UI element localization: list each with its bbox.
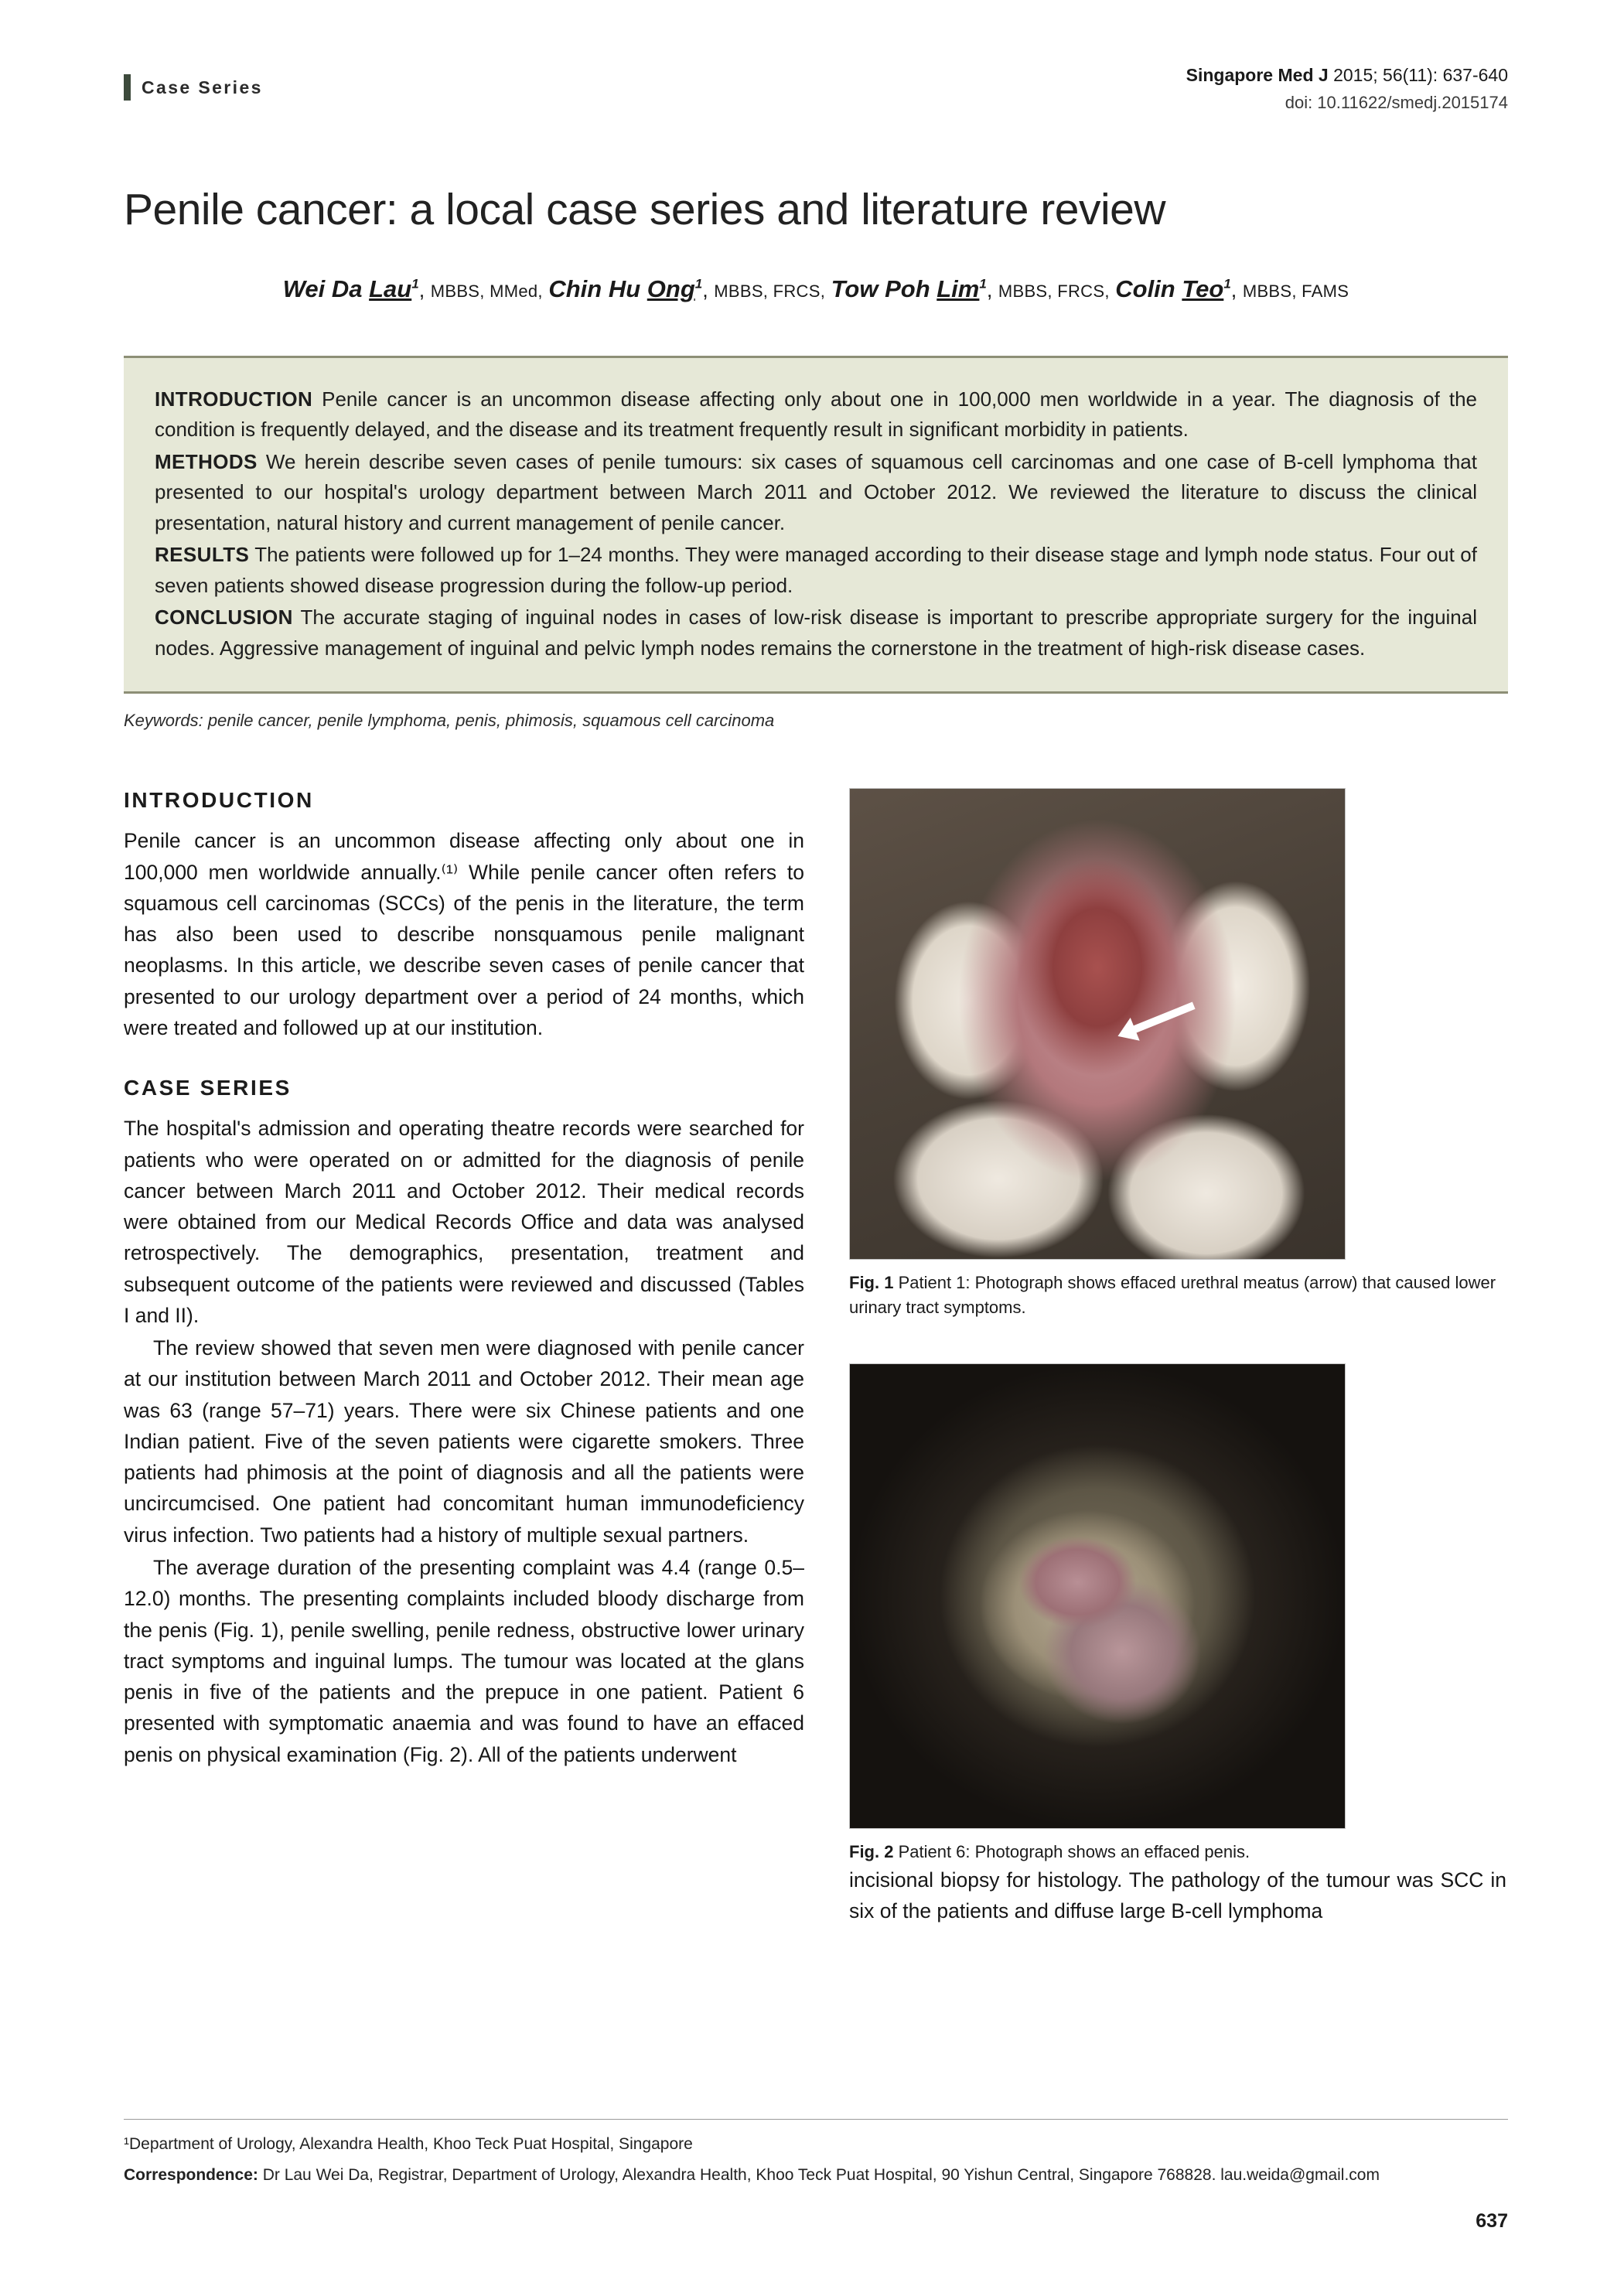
correspondence-text: Dr Lau Wei Da, Registrar, Department of Urology, Alexandra Health, Khoo Teck Puat Hospital, 90 Yishun Central, Singapore 768828. lau.weida@gmail.com (258, 2165, 1380, 2184)
keywords-line: Keywords: penile cancer, penile lymphoma, penis, phimosis, squamous cell carcinoma (124, 711, 775, 731)
heading-case-series: CASE SERIES (124, 1076, 292, 1100)
affiliation-text: ¹Department of Urology, Alexandra Health, Khoo Teck Puat Hospital, Singapore (124, 2135, 693, 2153)
section-tag-bar-icon (124, 74, 131, 101)
correspondence-block (124, 2163, 1508, 2188)
figure-1-caption-text: Patient 1: Photograph shows effaced urethral meatus (arrow) that caused lower urinary tract symptoms. (849, 1273, 1496, 1318)
correspondence-label: Correspondence: (124, 2165, 258, 2184)
abstract-methods-text: We herein describe seven cases of penile tumours: six cases of squamous cell carcinomas and one case of B-cell lymphoma that presented to our hospital's urology department between March 2011 and October 2012. We reviewed the literature to discuss the clinical presentation, natural history and current management of penile cancer. (155, 449, 1477, 534)
author-surname: Ong (647, 275, 695, 303)
figure-2-caption-text: Patient 6: Photograph shows an effaced penis. (893, 1842, 1250, 1862)
paragraph-case-3: The average duration of the presenting complaint was 4.4 (range 0.5–12.0) months. The presenting complaints included bloody discharge from the penis (Fig. 1), penile swelling, penile redness, obstructive lower urinary tract symptoms and inguinal lumps. The tumour was located at the glans penis in five of the patients and the prepuce in one patient. Patient 6 presented with symptomatic anaemia and was found to have an effaced penis on physical examination (Fig. 2). All of the patients underwent (124, 1555, 804, 1766)
author-list (124, 271, 1508, 308)
abstract-introduction-text: Penile cancer is an uncommon disease affecting only about one in 100,000 men worldwide in a year. The diagnosis of the condition is frequently delayed, and the disease and its treatment frequently result in significant morbidity in patients. (155, 387, 1477, 442)
heading-introduction: INTRODUCTION (124, 788, 314, 813)
figure-2-caption (849, 1840, 1506, 1864)
abstract-box (124, 356, 1508, 694)
author-entry: Chin Hu Ong$^1$, MBBS, FRCS, (548, 275, 826, 303)
abstract-introduction-label: INTRODUCTION (155, 387, 313, 411)
author-affiliation-marker: 1 (1223, 276, 1231, 292)
abstract-conclusion-label: CONCLUSION (155, 606, 293, 629)
penile-lesion-photo-2 (849, 1363, 1346, 1829)
paragraph-introduction: Penile cancer is an uncommon disease affecting only about one in 100,000 men worldwide annually.⁽¹⁾ While penile cancer often refers to squamous cell carcinomas (SCCs) of the penis in the literature, the term has also been used to describe nonsquamous penile malignant neoplasms. In this article, we describe seven cases of penile cancer that presented to our urology department over a period of 24 months, which were treated and followed up at our institution. (124, 829, 804, 1039)
journal-volume: 2015; 56(11): 637-640 (1328, 65, 1508, 85)
abstract-methods (155, 447, 1477, 539)
page-header (124, 62, 1508, 124)
abstract-results-label: RESULTS (155, 543, 250, 567)
author-affiliation-marker: 1 (979, 276, 987, 292)
figure-1-caption (849, 1271, 1506, 1320)
author-surname: Lau (369, 275, 412, 303)
author-surname: Teo (1182, 275, 1224, 303)
paragraph-case-2: The review showed that seven men were diagnosed with penile cancer at our institution between March 2011 and October 2012. Their mean age was 63 (range 57–71) years. There were six Chinese patients and one Indian patient. Five of the seven patients were cigarette smokers. Three patients had phimosis at the point of diagnosis and all the patients were uncircumcised. One patient had concomitant human immunodeficiency virus infection. Two patients had a history of multiple sexual partners. (124, 1336, 804, 1547)
left-column (124, 788, 804, 1926)
journal-citation (1186, 62, 1508, 116)
page-footer (124, 2119, 1508, 2232)
right-column (849, 788, 1506, 1926)
author-degrees: MBBS, FAMS (1242, 281, 1349, 302)
author-entry: Tow Poh Lim$^1$, MBBS, FRCS, (831, 275, 1110, 303)
abstract-conclusion (155, 602, 1477, 664)
journal-name: Singapore Med J (1186, 65, 1329, 85)
section-tag (124, 74, 263, 101)
author-degrees: MBBS, FRCS, (714, 281, 826, 302)
author-affiliation-marker: 1 (694, 276, 703, 292)
page-title: Penile cancer: a local case series and literature review (124, 185, 1166, 234)
author-given-name: Colin (1115, 275, 1182, 303)
penile-lesion-photo-1 (849, 788, 1346, 1260)
abstract-results (155, 540, 1477, 601)
author-degrees: MBBS, FRCS, (998, 281, 1110, 302)
author-affiliation-marker: 1 (411, 276, 419, 292)
figure-1 (849, 788, 1506, 1320)
author-entry: Wei Da Lau$^1$, MBBS, MMed, (282, 275, 543, 303)
paragraph-case-1: The hospital's admission and operating theatre records were searched for patients who were operated on or admitted for the diagnosis of penile cancer between March 2011 and October 2012. Their medical records were obtained from our Medical Records Office and data was analysed retrospectively. The demographics, presentation, treatment and subsequent outcome of the patients were reviewed and discussed (Tables I and II). (124, 1117, 804, 1327)
paragraph-right-continuation: incisional biopsy for histology. The pathology of the tumour was SCC in six of the patients and diffuse large B-cell lymphoma (849, 1868, 1506, 1923)
article-body (124, 788, 1508, 1926)
author-given-name: Chin Hu (548, 275, 647, 303)
arrow-annotation-icon (1128, 1002, 1196, 1035)
author-given-name: Tow Poh (831, 275, 937, 303)
abstract-introduction (155, 384, 1477, 445)
abstract-methods-label: METHODS (155, 449, 258, 473)
figure-2-label: Fig. 2 (849, 1842, 894, 1862)
doi-text: doi: 10.11622/smedj.2015174 (1285, 92, 1508, 112)
abstract-conclusion-text: The accurate staging of inguinal nodes in cases of low-risk disease is important to prescribe appropriate surgery for the inguinal nodes. Aggressive management of inguinal and pelvic lymph nodes remains the cornerstone in the treatment of high-risk disease cases. (155, 606, 1477, 660)
author-degrees: MBBS, MMed, (430, 281, 543, 302)
footer-divider (124, 2119, 1508, 2120)
abstract-results-text: The patients were followed up for 1–24 months. They were managed according to their disease stage and lymph node status. Four out of seven patients showed disease progression during the follow-up period. (155, 543, 1477, 597)
figure-2 (849, 1363, 1506, 1864)
figure-1-label: Fig. 1 (849, 1273, 894, 1293)
section-tag-label: Case Series (142, 77, 263, 97)
author-surname: Lim (937, 275, 980, 303)
author-given-name: Wei Da (282, 275, 370, 303)
page-number: 637 (1476, 2210, 1508, 2232)
author-entry: Colin Teo$^1$, MBBS, FAMS (1115, 275, 1349, 303)
